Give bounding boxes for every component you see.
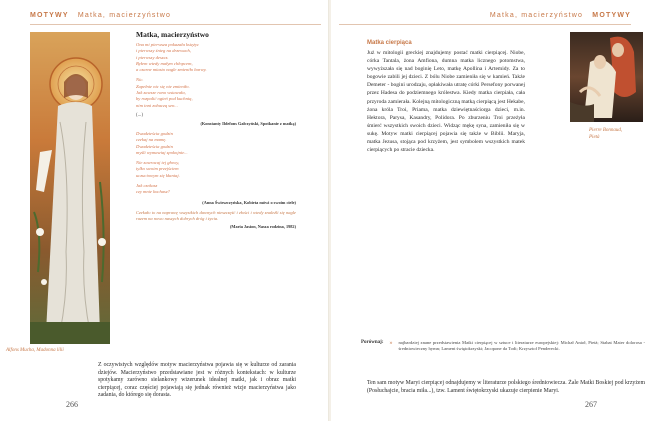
quote-block: Czekało to na naprawę wszystkich dawnych nieszczęść i złości i wtedy znaleźli się nagle razem na nowo naszych dobrych dróg i życia. <box>136 209 296 221</box>
compare-text: najbardziej znane przedstawienia Matki cierpiącej w sztuce i literaturze europejskiej: Michał Anioł, Pietà; Stabat Mater dolorosa - średniowieczny hymn; Lament świętokrzyski; Jacopone da Todi; Krzysztof Penderecki. <box>398 340 645 352</box>
poem-ellipsis: (...) <box>136 112 144 118</box>
header-rule <box>339 24 631 25</box>
section-label: MOTYWY <box>30 12 69 19</box>
running-title: Matka, macierzyństwo <box>77 12 172 19</box>
poem-title: Matka, macierzyństwo <box>136 30 209 39</box>
poem-attribution-2: (Anna Świrszczyńska, Kobieta mówi o swoim ciele) <box>202 199 296 205</box>
madonna-painting <box>30 32 110 344</box>
persephone-painting <box>570 32 643 122</box>
poem-stanza-3: Dwadzieścia godzin czekaj na mamę. Dwadzieścia godzin myśli wymawiaj spokojnie... <box>136 130 188 155</box>
page-number-left: 266 <box>66 400 78 409</box>
article-title: Matka cierpiąca <box>367 40 412 46</box>
poem-stanza-2: Nic. Zupełnie nic się nie zmieniło. Jak zawsze rano wstawała, by rozpalić ogień pod kuchnią, nim inni zobaczą sen... <box>136 77 193 108</box>
painting-image <box>570 32 643 122</box>
poem-stanza-1: Ona mi pierwsza pokazała księżyc i pierwszy śnieg na drzewach, i pierwszy deszcz. Byłem wtedy małym chłopcem, a czarne miasto nagle zmieniło barwy. <box>136 42 207 73</box>
double-arrow-icon: » <box>389 340 393 346</box>
page-number-right: 267 <box>585 400 597 409</box>
poem-stanza-4: Nie zawracaj tej głowy, tylko swoim przejściem uczuciowym się kłaniaj. <box>136 160 180 178</box>
section-label: MOTYWY <box>592 12 631 19</box>
right-page <box>331 0 661 421</box>
running-head-right <box>490 12 631 19</box>
painting-image <box>30 32 110 344</box>
running-head-left <box>30 12 171 19</box>
painting-caption-left: Alfons Mucha, Madonna lilii <box>6 348 64 353</box>
running-title: Matka, macierzyństwo <box>489 12 584 19</box>
article-column <box>367 40 525 154</box>
body-text-left: Z oczywistych względów motyw macierzyństwa pojawia się w kulturze od zarania dziejów. Macierzyństwo przedstawiane jest w różnych kontekstach: w kulturze spotykamy zarówno sielankowy wizerunek idealnej matki, jak i obraz matki cierpiącej, coraz częściej pojawiają się jednak również wizje macierzyństwa jako zadania, do którego się dorasta. <box>98 362 296 399</box>
poem-attribution-3: (Maria Jasion, Nasza rodzina, 1982) <box>229 224 296 230</box>
article-body: Już w mitologii greckiej znajdujemy postać matki cierpiącej. Niobe, córka Tantala, żona Amfiona, dumna matka licznego potomstwa, wywyższała się nad boginię Leto, matkę Apollina i Artemidy. Za to bogowie zabili jej dzieci. Z bólu Niobe zamieniła się w kamień. Także Demeter - bogini urodzaju, opłakiwała utratę córki Persefony porwanej przez Hadesa do podziemnego królestwa. Kiedy matka cierpiała, cała przyroda zamierała. Kolejną mitologiczną matką cierpiącą jest Hekabe, żona króla Troi, Priama, matka dziewiętnaściorga dzieci, m.in. Hektora, Parysa, Kasandry, Polidora. Po zburzeniu Troi przeżyła śmierć wszystkich swoich dzieci. Widząc mękę syna, zamieniła się w sukę. Motyw matki cierpiącej pojawia się także w Biblii. Maryja, matka Jezusa, stojąca pod krzyżem, jest symbolem wszystkich matek cierpiących po stracie dziecka. <box>367 50 525 154</box>
painting-caption-right: Pierre Bonnaud, Pietà <box>589 128 623 140</box>
poem-column <box>136 30 296 234</box>
compare-box <box>361 340 645 353</box>
poem-stanza-5: Jak czekasz czy mnie kochasz? <box>136 183 170 195</box>
poem-attribution-1: (Konstanty Ildefons Gałczyński, Spotkanie z matką) <box>200 120 296 126</box>
article-ending: Ten sam motyw Maryi cierpiącej odnajdujemy w literaturze polskiego średniowiecza. Żale Matki Boskiej pod krzyżem (Posłuchajcie, bracia miła...), tzw. Lament świętokrzyski ukazuje cierpienie Maryi. <box>367 380 645 394</box>
header-rule <box>30 24 321 25</box>
compare-label: Porównaj: <box>361 340 384 345</box>
left-page <box>0 0 330 421</box>
